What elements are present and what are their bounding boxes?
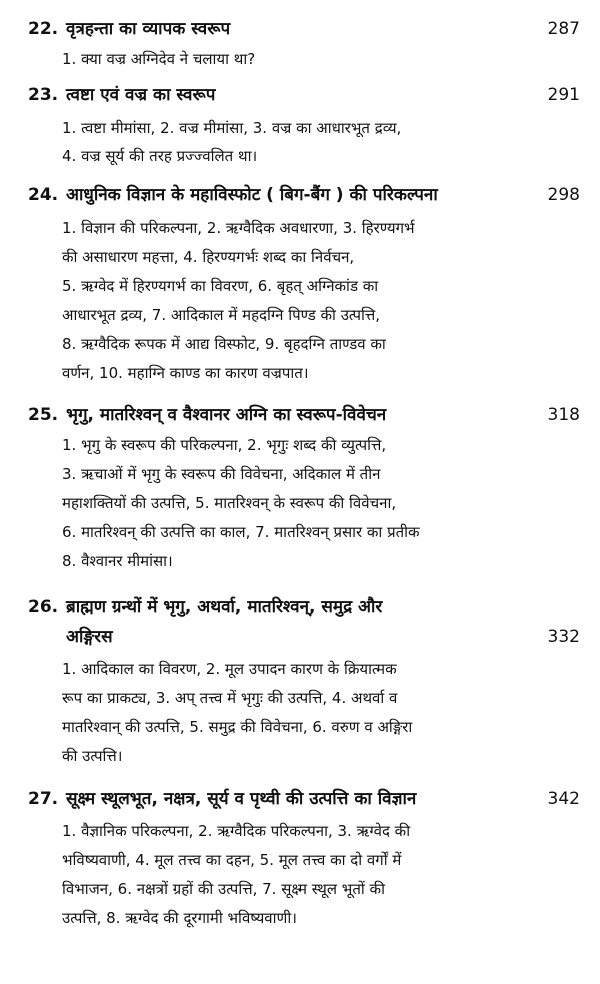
entry-page-number: 298 [547, 185, 580, 205]
entry-heading [28, 784, 580, 814]
entry-subtopics-line: विभाजन, 6. नक्षत्रों ग्रहों की उत्पत्ति, 7. सूक्ष्म स्थूल भूतों की [62, 880, 385, 898]
entry-number: 23. [28, 85, 59, 105]
entry-subtopics-line: की असाधारण महत्ता, 4. हिरण्यगर्भः शब्द का निर्वचन, [62, 248, 355, 266]
entry-number: 22. [28, 19, 59, 39]
entry-heading-continuation [28, 622, 580, 652]
entry-subtopics-line: 1. वैज्ञानिक परिकल्पना, 2. ऋग्वैदिक परिकल्पना, 3. ऋग्वेद की [62, 822, 411, 840]
entry-heading [28, 400, 580, 430]
entry-subtopics-line: महाशक्तियों की उत्पत्ति, 5. मातरिश्वन् के स्वरूप की विवेचना, [62, 494, 397, 512]
entry-page-number: 342 [547, 789, 580, 809]
entry-subtopics-line: 5. ऋग्वेद में हिरण्यगर्भ का विवरण, 6. बृहत् अग्निकांड का [62, 277, 379, 295]
entry-subtopics-line: 1. विज्ञान की परिकल्पना, 2. ऋग्वैदिक अवधारणा, 3. हिरण्यगर्भ [62, 219, 415, 237]
entry-subtopics-line: 1. त्वष्टा मीमांसा, 2. वज्र मीमांसा, 3. वज्र का आधारभूत द्रव्य, [62, 119, 402, 137]
entry-number: 25. [28, 405, 59, 425]
entry-subtopics-line: 4. वज्र सूर्य की तरह प्रज्ज्वलित था। [62, 147, 258, 165]
entry-number: 27. [28, 789, 59, 809]
entry-heading [28, 80, 580, 110]
entry-page-number: 318 [547, 405, 580, 425]
entry-subtopics-line: 3. ऋचाओं में भृगु के स्वरूप की विवेचना, अदिकाल में तीन [62, 465, 381, 483]
entry-title-continued: अङ्गिरस [66, 627, 113, 647]
entry-page-number: 287 [547, 19, 580, 39]
entry-subtopics-line: रूप का प्राकट्य, 3. अप् तत्त्व में भृगुः की उत्पत्ति, 4. अथर्वा व [62, 689, 398, 707]
entry-page-number: 332 [547, 627, 580, 647]
entry-number: 24. [28, 185, 59, 205]
entry-subtopics-line: की उत्पत्ति। [62, 747, 123, 765]
entry-subtopics-line: 8. वैश्वानर मीमांसा। [62, 552, 173, 570]
entry-subtopics-line: 1. भृगु के स्वरूप की परिकल्पना, 2. भृगुः शब्द की व्युत्पत्ति, [62, 436, 387, 454]
entry-page-number: 291 [547, 85, 580, 105]
entry-title: ब्राह्मण ग्रन्थों में भृगु, अथर्वा, मातरिश्वन्, समुद्र और [66, 597, 383, 617]
entry-title: वृत्रहन्ता का व्यापक स्वरूप [66, 19, 231, 39]
entry-subtopics-line: 6. मातरिश्वन् की उत्पत्ति का काल, 7. मातरिश्वन् प्रसार का प्रतीक [62, 523, 420, 541]
entry-title: आधुनिक विज्ञान के महाविस्फोट ( बिग-बैंग ) की परिकल्पना [66, 185, 438, 205]
entry-subtopics-line: आधारभूत द्रव्य, 7. आदिकाल में महदग्नि पिण्ड की उत्पत्ति, [62, 306, 381, 324]
entry-subtopics-line: उत्पत्ति, 8. ऋग्वेद की दूरगामी भविष्यवाणी। [62, 909, 297, 927]
entry-title: त्वष्टा एवं वज्र का स्वरूप [66, 85, 216, 105]
entry-subtopics-line: 8. ऋग्वैदिक रूपक में आद्य विस्फोट, 9. बृहदग्नि ताण्डव का [62, 335, 386, 353]
entry-title: भृगु, मातरिश्वन् व वैश्वानर अग्नि का स्वरूप-विवेचन [66, 405, 387, 425]
entry-subtopics-line: 1. क्या वज्र अग्निदेव ने चलाया था? [62, 50, 256, 68]
entry-subtopics-line: भविष्यवाणी, 4. मूल तत्त्व का दहन, 5. मूल तत्त्व का दो वर्गों में [62, 851, 402, 869]
entry-subtopics-line: वर्णन, 10. महाग्नि काण्ड का कारण वज्रपात। [62, 364, 309, 382]
entry-number: 26. [28, 597, 59, 617]
entry-heading [28, 592, 580, 622]
entry-subtopics-line: 1. आदिकाल का विवरण, 2. मूल उपादन कारण के क्रियात्मक [62, 660, 397, 678]
entry-heading [28, 14, 580, 44]
entry-heading [28, 180, 580, 210]
entry-title: सूक्ष्म स्थूलभूत, नक्षत्र, सूर्य व पृथ्वी की उत्पत्ति का विज्ञान [66, 789, 417, 809]
entry-subtopics-line: मातरिश्वान् की उत्पत्ति, 5. समुद्र की विवेचना, 6. वरुण व अङ्गिरा [62, 718, 413, 736]
